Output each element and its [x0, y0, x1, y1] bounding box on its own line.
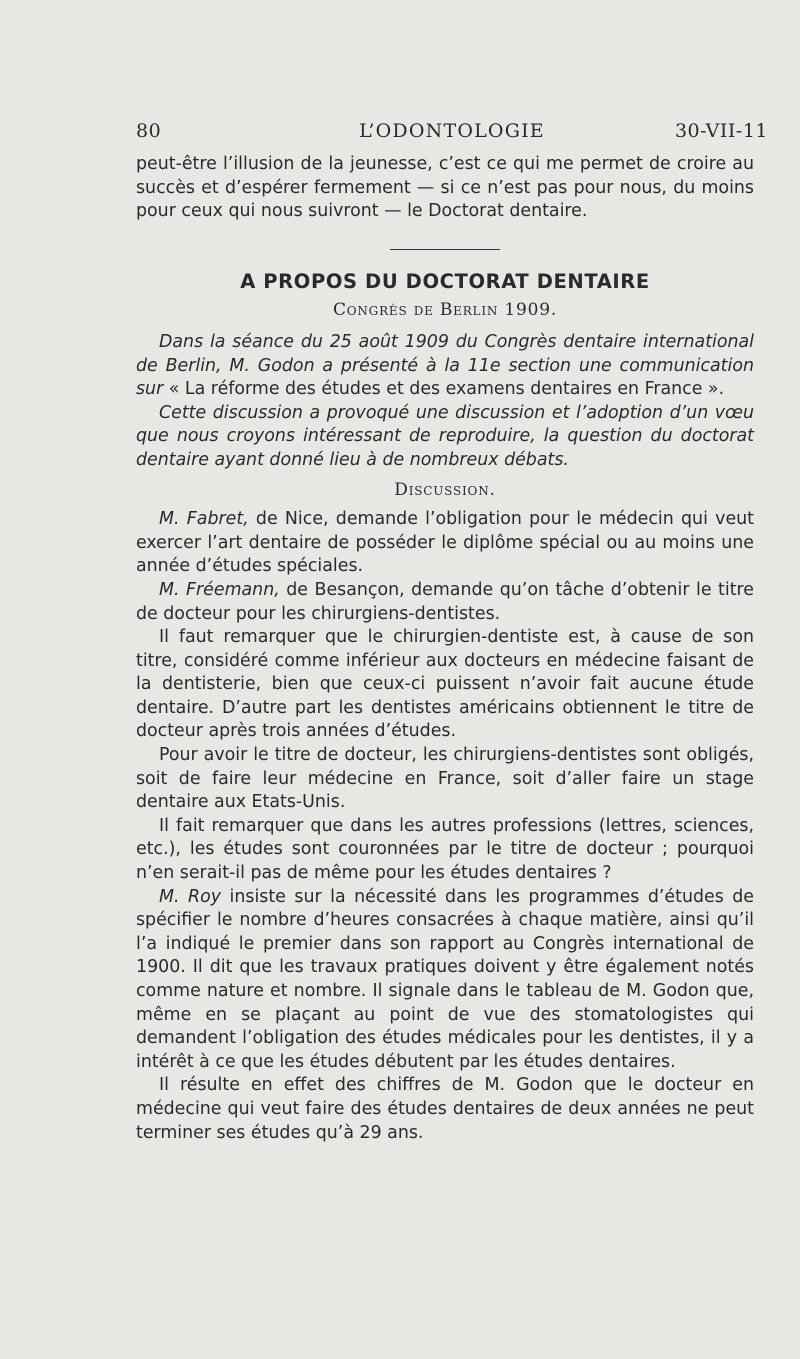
discussion-paragraph: [136, 626, 754, 744]
speaker-name: M. Fréemann,: [159, 579, 280, 600]
running-header: [136, 120, 768, 144]
page-number: 80: [136, 120, 162, 142]
paragraph-text: Il résulte en effet des chiffres de M. Godon que le docteur en médecine qui veut faire des études dentaires de deux années ne peut terminer ses études qu’à 29 ans.: [136, 1075, 754, 1143]
discussion-paragraph: [136, 815, 754, 886]
journal-title: L’ODONTOLOGIE: [359, 120, 545, 142]
discussion-paragraph: [136, 1074, 754, 1145]
intro-paragraph-1: [136, 331, 754, 402]
discussion-paragraph: [136, 886, 754, 1075]
intro-italic: Dans la séance du 25 août 1909 du Congrès dentaire international de Berlin, M. Godon a présenté à la 11e section une communication sur: [136, 331, 754, 400]
intro-paragraph-2: Cette discussion a provoqué une discussion et l’adoption d’un vœu que nous croyons intéressant de reproduire, la question du doctorat dentaire ayant donné lieu à de nombreux débats.: [136, 402, 754, 470]
paragraph-text: Pour avoir le titre de docteur, les chirurgiens-dentistes sont obligés, soit de faire leur médecine en France, soit d’aller faire un stage dentaire aux Etats-Unis.: [136, 745, 754, 813]
article-subtitle: Congrès de Berlin 1909.: [332, 300, 558, 321]
paragraph-text: de Besançon, demande qu’on tâche d’obtenir le titre de docteur pour les chirurgiens-dentistes.: [136, 579, 754, 624]
speaker-name: M. Fabret,: [159, 509, 249, 530]
paragraph-text: insiste sur la nécessité dans les programmes d’études de spécifier le nombre d’heures consacrées à chaque matière, ainsi qu’il l’a indiqué le premier dans son rapport au Congrès international de 1900. Il dit que les travaux pratiques doivent y être également notés comme nature et nombre. Il signale dans le tableau de M. Godon que, même en se plaçant au point de vue des stomatologistes qui demandent l’obligation des études médicales pour les dentistes, il y a intérêt à ce que les études débutent par les études dentaires.: [136, 886, 755, 1072]
issue-date: 30-VII-11: [674, 120, 768, 142]
opening-paragraph: peut-être l’illusion de la jeunesse, c’est ce qui me permet de croire au succès et d’espérer fermement — si ce n’est pas pour nous, du moins pour ceux qui nous suivront — le Doctorat dentaire.: [136, 154, 754, 222]
section-divider: [390, 249, 500, 250]
discussion-paragraph: [136, 579, 754, 626]
paragraph-text: de Nice, demande l’obligation pour le médecin qui veut exercer l’art dentaire de posséder le diplôme spécial ou au moins une année d’études spéciales.: [136, 509, 754, 577]
speaker-name: M. Roy: [159, 886, 222, 907]
discussion-paragraph: [136, 508, 754, 579]
paragraph-text: Il fait remarquer que dans les autres professions (lettres, sciences, etc.), les études sont couronnées par le titre de docteur ; pourquoi n’en serait-il pas de même pour les études dentaires ?: [136, 815, 754, 884]
section-heading: Discussion.: [394, 479, 496, 500]
discussion-paragraph: [136, 744, 754, 815]
page-body: [136, 153, 754, 1145]
article-title: A PROPOS DU DOCTORAT DENTAIRE: [240, 269, 650, 293]
intro-roman: « La réforme des études et des examens dentaires en France ».: [163, 379, 725, 400]
paragraph-text: Il faut remarquer que le chirurgien-dentiste est, à cause de son titre, considéré comme inférieur aux docteurs en médecine faisant de la dentisterie, bien que ceux-ci puissent n’avoir fait aucune étude dentaire. D’autre part les dentistes américains obtiennent le titre de docteur après trois années d’études.: [136, 627, 754, 742]
